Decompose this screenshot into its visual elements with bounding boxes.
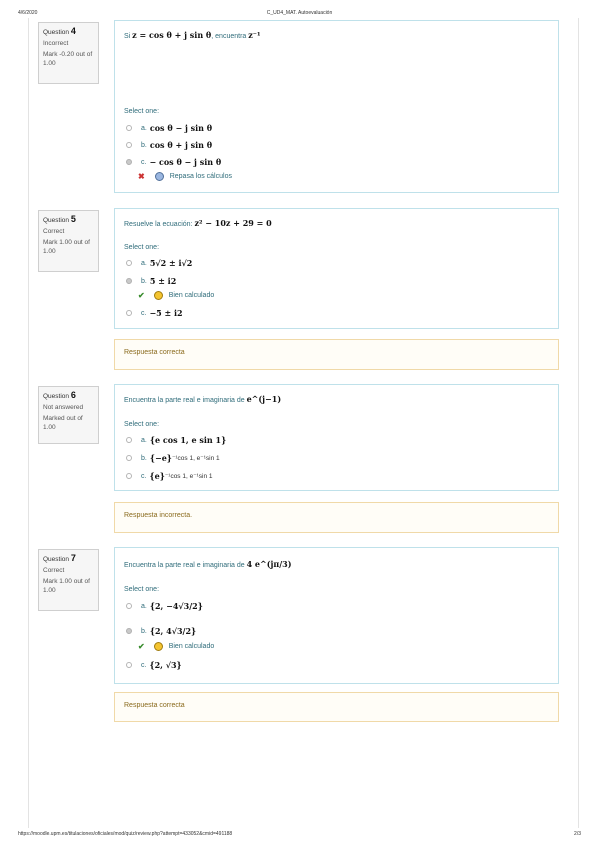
question-formula: z = cos θ + j sin θ (132, 30, 212, 40)
select-one-label: Select one: (124, 108, 160, 115)
radio-button[interactable] (126, 437, 132, 443)
option-c[interactable]: c. {e} ⁻¹cos 1, e⁻¹sin 1 (126, 470, 213, 482)
option-answer: cos θ + j sin θ (149, 140, 213, 150)
option-b[interactable]: b. cos θ + j sin θ (126, 139, 212, 151)
option-answer: {−e} (149, 453, 172, 463)
question-content-6 (114, 384, 559, 491)
option-answer: 5 ± i2 (149, 276, 177, 286)
question-title: Question 7 (43, 553, 76, 563)
check-icon: ✔ (138, 642, 145, 651)
option-a[interactable]: a. {e cos 1, e sin 1} (126, 434, 226, 446)
option-c[interactable]: c. − cos θ − j sin θ (126, 156, 221, 168)
option-answer-text: ⁻¹cos 1, e⁻¹sin 1 (164, 473, 213, 480)
option-answer: {2, √3} (149, 660, 182, 670)
page-left-border (28, 18, 29, 828)
option-b[interactable]: b. {2, 4√3/2} (126, 625, 196, 637)
question-info-6 (38, 386, 99, 444)
happy-face-icon (154, 642, 163, 651)
option-answer: {2, 4√3/2} (149, 626, 197, 636)
radio-button[interactable] (126, 603, 132, 609)
question-title: Question 6 (43, 390, 76, 400)
question-number: 7 (70, 553, 76, 563)
select-one-label: Select one: (124, 244, 160, 251)
question-info-5 (38, 210, 99, 272)
general-feedback-6 (114, 502, 559, 533)
option-answer: −5 ± i2 (149, 308, 183, 318)
print-date: 4/6/2020 (18, 10, 38, 16)
option-answer: 5√2 ± i√2 (149, 258, 193, 268)
option-answer: − cos θ − j sin θ (149, 157, 222, 167)
question-number: 5 (70, 214, 76, 224)
option-feedback: ✔ Bien calculado (138, 642, 215, 651)
option-b[interactable]: b. {−e} ⁻¹cos 1, e⁻¹sin 1 (126, 452, 220, 464)
select-one-label: Select one: (124, 586, 160, 593)
radio-button-selected[interactable] (126, 159, 132, 165)
question-info-7 (38, 549, 99, 611)
question-content-4 (114, 20, 559, 193)
question-formula-target: z⁻¹ (248, 30, 261, 40)
question-title: Question 4 (43, 26, 76, 36)
radio-button[interactable] (126, 455, 132, 461)
radio-button[interactable] (126, 310, 132, 316)
general-feedback-5 (114, 339, 559, 370)
question-number: 6 (70, 390, 76, 400)
document-title: C_UD4_MAT. Autoevaluación (266, 10, 333, 16)
question-state: Incorrect (43, 39, 69, 47)
general-feedback-7 (114, 692, 559, 722)
question-content-7 (114, 547, 559, 684)
question-grade: Mark -0.20 out of 1.00 (43, 51, 93, 67)
page-number: 2/3 (574, 831, 581, 837)
question-state: Correct (43, 566, 65, 574)
feedback-text: Respuesta incorrecta. (124, 512, 193, 519)
question-content-5 (114, 208, 559, 329)
radio-button-selected[interactable] (126, 628, 132, 634)
option-answer: {e} (149, 471, 165, 481)
option-answer: {e cos 1, e sin 1} (149, 435, 227, 445)
radio-button[interactable] (126, 260, 132, 266)
radio-button[interactable] (126, 125, 132, 131)
option-answer: cos θ − j sin θ (149, 123, 213, 133)
feedback-text: Respuesta correcta (124, 349, 185, 356)
option-a[interactable]: a. cos θ − j sin θ (126, 122, 212, 134)
question-grade: Marked out of 1.00 (43, 415, 83, 431)
question-state: Correct (43, 227, 65, 235)
question-grade: Mark 1.00 out of 1.00 (43, 239, 90, 255)
question-state: Not answered (43, 403, 84, 411)
option-answer-text: ⁻¹cos 1, e⁻¹sin 1 (171, 455, 220, 462)
sad-face-icon (155, 172, 164, 181)
option-answer: {2, −4√3/2} (149, 601, 203, 611)
radio-button[interactable] (126, 662, 132, 668)
page-right-border (578, 18, 579, 828)
select-one-label: Select one: (124, 421, 160, 428)
question-info-4 (38, 22, 99, 84)
question-text: Encuentra la parte real e imaginaria de e^(j−1) (124, 394, 282, 404)
question-grade: Mark 1.00 out of 1.00 (43, 578, 90, 594)
question-formula: 4 e^(jπ/3) (246, 559, 292, 569)
option-b[interactable]: b. 5 ± i2 (126, 275, 176, 287)
incorrect-icon: ✖ (138, 172, 145, 181)
check-icon: ✔ (138, 291, 145, 300)
option-c[interactable]: c. −5 ± i2 (126, 307, 183, 319)
option-feedback: ✖ Repasa los cálculos (138, 172, 232, 181)
question-text: Resuelve la ecuación: z² − 10z + 29 = 0 (124, 218, 272, 228)
option-c[interactable]: c. {2, √3} (126, 659, 182, 671)
question-text: Encuentra la parte real e imaginaria de 4 e^(jπ/3) (124, 559, 292, 569)
option-a[interactable]: a. {2, −4√3/2} (126, 600, 203, 612)
happy-face-icon (154, 291, 163, 300)
question-text: Si z = cos θ + j sin θ, encuentra z⁻¹ (124, 30, 261, 40)
question-number: 4 (70, 26, 76, 36)
page-url: https://moodle.upm.es/titulaciones/oficiales/mod/quiz/review.php?attempt=433052&cmid=491188 (18, 831, 233, 837)
question-formula: z² − 10z + 29 = 0 (194, 218, 272, 228)
radio-button[interactable] (126, 142, 132, 148)
question-title: Question 5 (43, 214, 76, 224)
feedback-text: Respuesta correcta (124, 702, 185, 709)
radio-button-selected[interactable] (126, 278, 132, 284)
question-formula: e^(j−1) (246, 394, 282, 404)
option-a[interactable]: a. 5√2 ± i√2 (126, 257, 192, 269)
option-feedback: ✔ Bien calculado (138, 291, 215, 300)
radio-button[interactable] (126, 473, 132, 479)
